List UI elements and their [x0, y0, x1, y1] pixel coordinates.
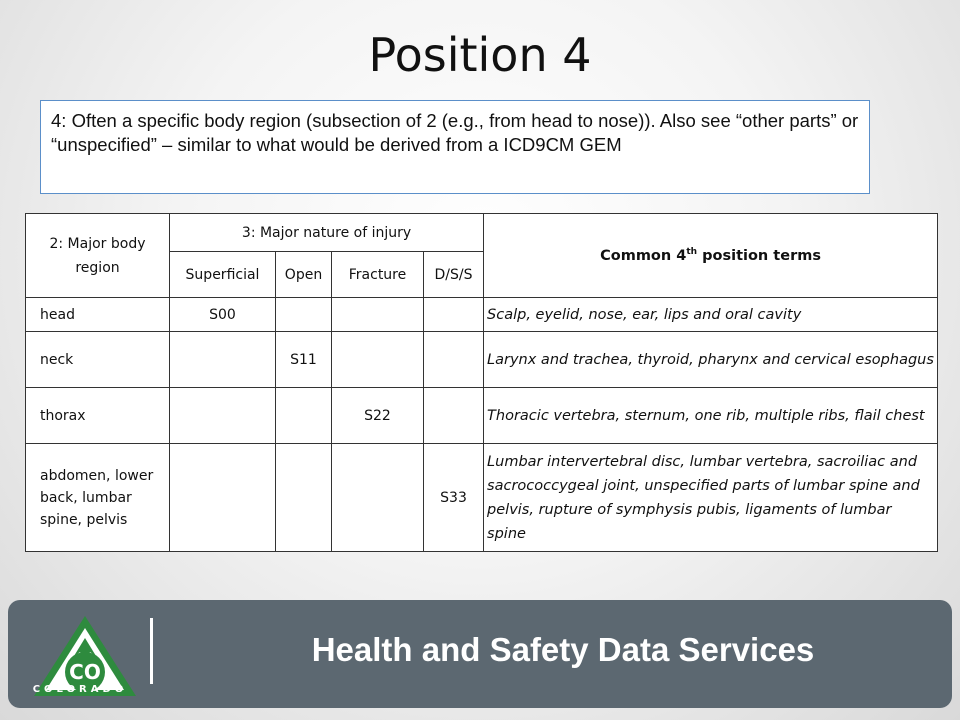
- code-cell: [332, 444, 424, 552]
- code-cell: [276, 444, 332, 552]
- terms-cell: Thoracic vertebra, sternum, one rib, multiple ribs, flail chest: [484, 388, 938, 444]
- code-cell: [276, 388, 332, 444]
- subheader-superficial: Superficial: [170, 252, 276, 298]
- subheader-fracture: Fracture: [332, 252, 424, 298]
- header-region: 2: Major body region: [26, 214, 170, 298]
- code-cell: S11: [276, 332, 332, 388]
- region-cell: thorax: [26, 388, 170, 444]
- region-cell: head: [26, 298, 170, 332]
- slide-title: Position 4: [368, 28, 592, 82]
- footer-bar: [8, 600, 952, 708]
- table-header-row: [26, 214, 938, 252]
- code-cell: [276, 298, 332, 332]
- header-terms: Common 4th position terms: [484, 214, 938, 298]
- code-cell: [424, 388, 484, 444]
- table-row: [26, 332, 938, 388]
- terms-cell: Lumbar intervertebral disc, lumbar vertebra, sacroiliac and sacrococcygeal joint, unspecified parts of lumbar spine and pelvis, rupture of symphysis pubis, ligaments of lumbar spine: [484, 444, 938, 552]
- code-cell: [170, 444, 276, 552]
- subheader-open: Open: [276, 252, 332, 298]
- note-box: [40, 100, 870, 194]
- terms-cell: Larynx and trachea, thyroid, pharynx and cervical esophagus: [484, 332, 938, 388]
- code-cell: S33: [424, 444, 484, 552]
- region-cell: abdomen, lower back, lumbar spine, pelvis: [26, 444, 170, 552]
- code-cell: [170, 388, 276, 444]
- logo-wordmark: COLORADO: [32, 684, 128, 695]
- table-row: [26, 388, 938, 444]
- terms-cell: Scalp, eyelid, nose, ear, lips and oral cavity: [484, 298, 938, 332]
- injury-table: [25, 213, 938, 552]
- subheader-dss: D/S/S: [424, 252, 484, 298]
- code-cell: [332, 298, 424, 332]
- table-row: [26, 444, 938, 552]
- logo-text: CO: [69, 660, 101, 684]
- header-nature: 3: Major nature of injury: [170, 214, 484, 252]
- table-row: [26, 298, 938, 332]
- footer-title: Health and Safety Data Services: [311, 631, 815, 668]
- footer-divider: [150, 618, 153, 684]
- code-cell: [332, 332, 424, 388]
- code-cell: [170, 332, 276, 388]
- note-text: 4: Often a specific body region (subsection of 2 (e.g., from head to nose)). Also see “other parts” or “unspecified” – similar to what would be derived from a ICD9CM GEM: [51, 110, 859, 155]
- code-cell: [424, 332, 484, 388]
- code-cell: [424, 298, 484, 332]
- region-cell: neck: [26, 332, 170, 388]
- code-cell: S22: [332, 388, 424, 444]
- code-cell: S00: [170, 298, 276, 332]
